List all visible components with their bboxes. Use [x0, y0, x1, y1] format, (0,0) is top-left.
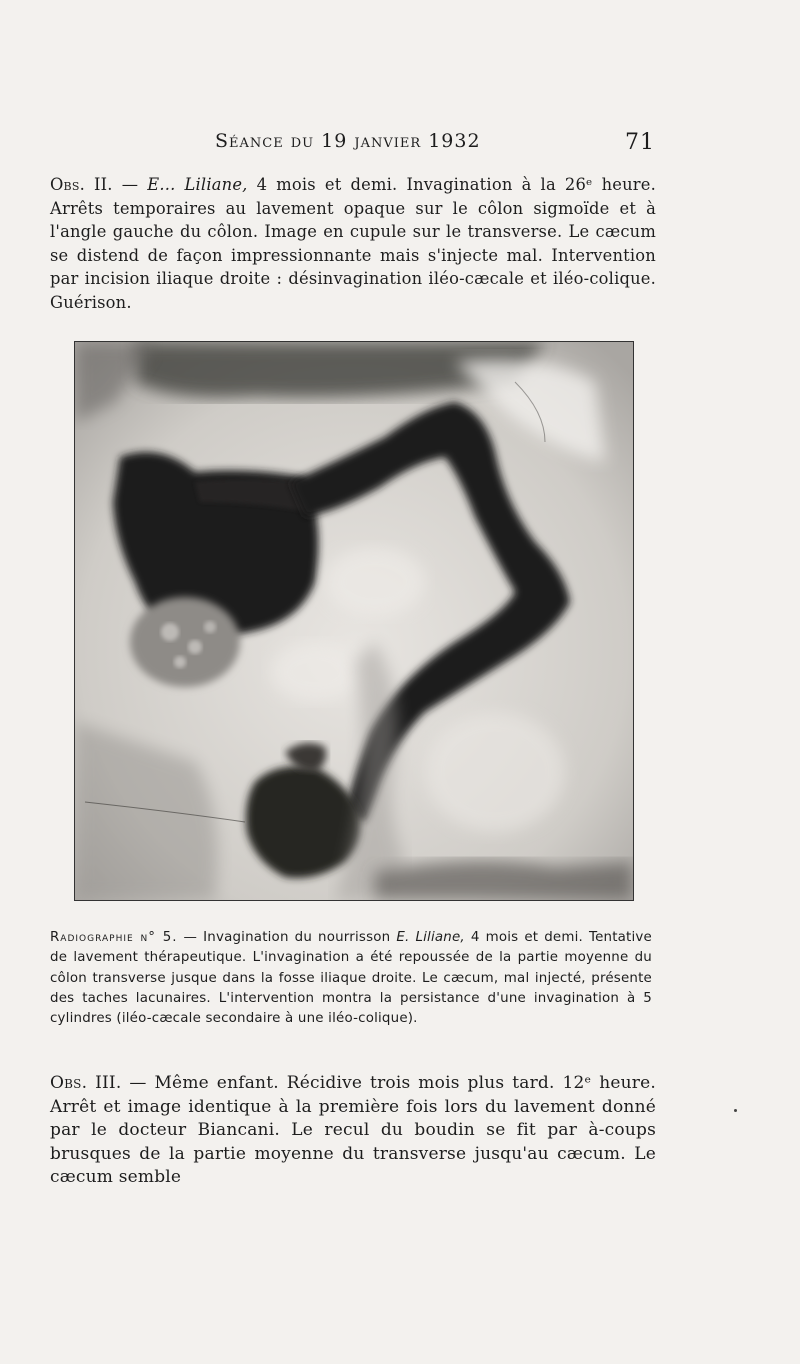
- page-number: 71: [625, 130, 655, 155]
- header-title: Séance du 19 janvier 1932: [215, 130, 481, 152]
- observation-3-text: — Même enfant. Récidive trois mois plus tard. 12ᵉ heure. Arrêt et image identique à la première fois lors du lavement donné par le docteur Biancani. Le recul du boudin se fit par à-coups brusques de la partie moyenne du transverse jusqu'au cæcum. Le cæcum semble: [50, 1073, 656, 1188]
- caption-patient: E. Liliane,: [396, 930, 465, 945]
- running-header: [215, 130, 655, 160]
- caption-text: 4 mois et demi. Tentative de lavement thérapeutique. L'invagination a été repoussée de la partie moyenne du côlon transverse jusque dans la fosse iliaque droite. Le cæcum, mal injecté, présente des taches lacunaires. L'intervention montra la persistance d'une invagination à 5 cylindres (iléo-cæcale secondaire à une iléo-colique).: [50, 930, 652, 1027]
- caption-lead: Invagination du nourrisson: [203, 930, 397, 945]
- radiograph-figure: [74, 341, 634, 901]
- caption-dash: —: [177, 930, 204, 945]
- margin-speck: [734, 1109, 737, 1112]
- figure-caption: [50, 928, 652, 1029]
- observation-3-label: Obs. III.: [50, 1073, 122, 1093]
- observation-2-paragraph: [50, 173, 656, 314]
- observation-2-label: Obs. II.: [50, 175, 113, 194]
- observation-3-paragraph: [50, 1072, 656, 1190]
- radiograph-image: [75, 342, 633, 900]
- observation-2-dash: —: [112, 175, 148, 194]
- observation-2-text: 4 mois et demi. Invagination à la 26ᵉ heure. Arrêts temporaires au lavement opaque sur le côlon sigmoïde et à l'angle gauche du côlon. Image en cupule sur le transverse. Le cæcum se distend de façon impressionnante mais s'injecte mal. Intervention par incision iliaque droite : désinvagination iléo-cæcale et iléo-colique. Guérison.: [50, 175, 656, 312]
- observation-2-patient: E... Liliane,: [147, 175, 248, 194]
- caption-label: Radiographie n° 5.: [50, 930, 178, 945]
